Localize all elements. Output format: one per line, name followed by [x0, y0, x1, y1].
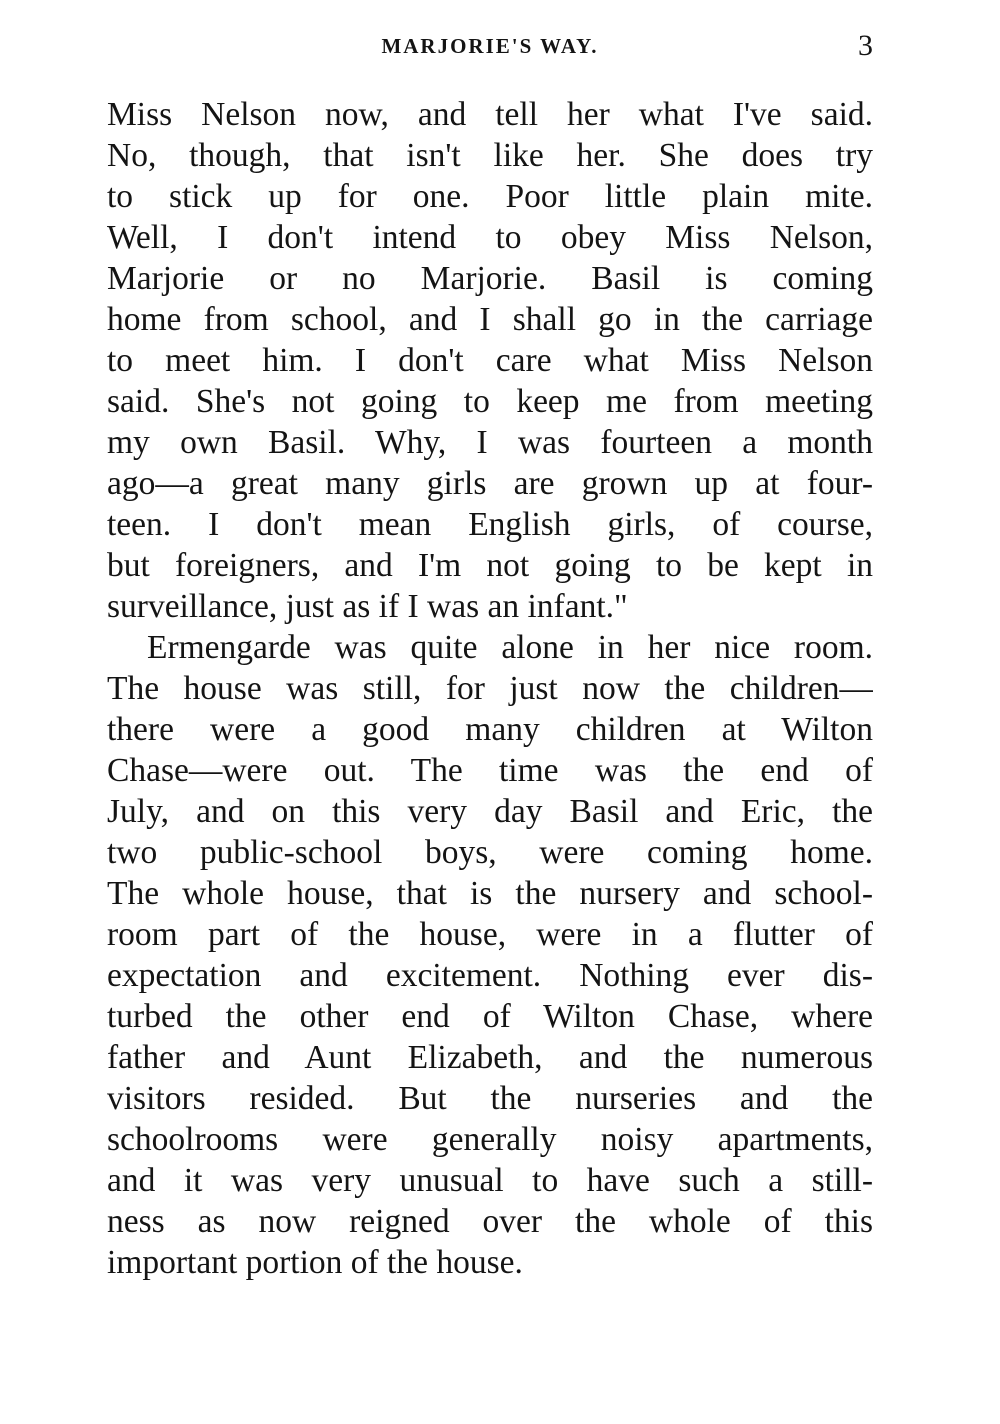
- text-line: The whole house, that is the nursery and school-: [107, 875, 873, 912]
- text-line: ago—a great many girls are grown up at four-: [107, 465, 873, 502]
- running-title: MARJORIE'S WAY.: [381, 34, 599, 58]
- text-line: turbed the other end of Wilton Chase, where: [107, 998, 873, 1035]
- text-line: important portion of the house.: [107, 1244, 523, 1281]
- running-head: [107, 30, 873, 62]
- text-line: Miss Nelson now, and tell her what I've said.: [107, 96, 873, 133]
- text-line: Chase—were out. The time was the end of: [107, 752, 873, 789]
- text-line: expectation and excitement. Nothing ever dis-: [107, 957, 873, 994]
- text-line: but foreigners, and I'm not going to be kept in: [107, 547, 873, 584]
- text-line: July, and on this very day Basil and Eric, the: [107, 793, 873, 830]
- text-line: Well, I don't intend to obey Miss Nelson,: [107, 219, 873, 256]
- text-line: visitors resided. But the nurseries and the: [107, 1080, 873, 1117]
- text-line: two public-school boys, were coming home.: [107, 834, 873, 871]
- text-line: room part of the house, were in a flutter of: [107, 916, 873, 953]
- paragraph-2: [107, 627, 873, 1283]
- text-line: The house was still, for just now the children—: [107, 670, 873, 707]
- text-line: to meet him. I don't care what Miss Nelson: [107, 342, 873, 379]
- text-line: and it was very unusual to have such a still-: [107, 1162, 873, 1199]
- text-line: Ermengarde was quite alone in her nice room.: [147, 629, 873, 666]
- text-line: to stick up for one. Poor little plain mite.: [107, 178, 873, 215]
- text-line: father and Aunt Elizabeth, and the numerous: [107, 1039, 873, 1076]
- paragraph-1: [107, 94, 873, 627]
- text-line: teen. I don't mean English girls, of course,: [107, 506, 873, 543]
- body-text: [107, 94, 873, 1283]
- text-line: Marjorie or no Marjorie. Basil is coming: [107, 260, 873, 297]
- text-line: my own Basil. Why, I was fourteen a month: [107, 424, 873, 461]
- text-line: there were a good many children at Wilton: [107, 711, 873, 748]
- text-line: surveillance, just as if I was an infant.": [107, 588, 628, 625]
- text-line: home from school, and I shall go in the carriage: [107, 301, 873, 338]
- text-line: schoolrooms were generally noisy apartments,: [107, 1121, 873, 1158]
- page-number: 3: [858, 29, 873, 62]
- text-line: No, though, that isn't like her. She does try: [107, 137, 873, 174]
- text-line: said. She's not going to keep me from meeting: [107, 383, 873, 420]
- text-line: ness as now reigned over the whole of this: [107, 1203, 873, 1240]
